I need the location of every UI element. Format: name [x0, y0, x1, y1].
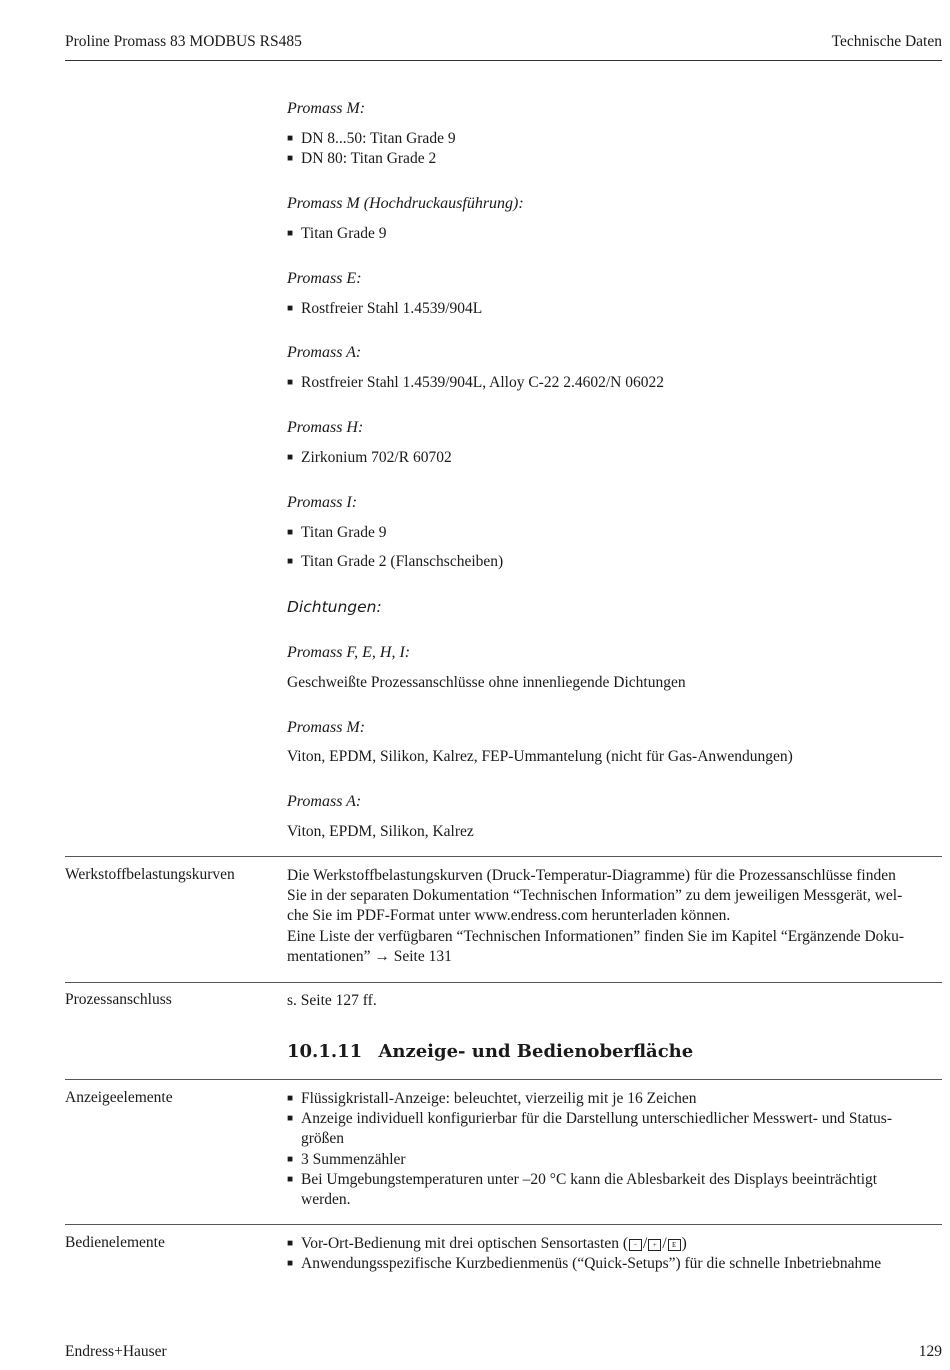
werkstoff-line: Die Werkstoffbelastungskurven (Druck-Temperatur-Diagramme) für die Prozessanschlüsse finden [287, 867, 896, 884]
list-item: ■ Titan Grade 9 [287, 224, 942, 244]
werkstoff-line: Eine Liste der verfügbaren “Technischen Informationen” finden Sie im Kapitel “Ergänzende Doku- [287, 928, 905, 945]
list-item: ■ DN 80: Titan Grade 2 [287, 149, 942, 169]
promass-i-heading: Promass I: [287, 494, 358, 511]
section-rule [65, 1079, 942, 1080]
bedien-item-text: Vor-Ort-Bedienung mit drei optischen Sensortasten ( [301, 1235, 628, 1252]
running-header-section: Technische Daten [831, 33, 942, 50]
seals-m-text: Viton, EPDM, Silikon, Kalrez, FEP-Ummantelung (nicht für Gas-Anwendungen) [287, 748, 793, 765]
promass-a-heading: Promass A: [287, 344, 362, 361]
list-item-continuation: größen [301, 1130, 345, 1147]
list-item: ■ Anwendungsspezifische Kurzbedienmenüs (“Quick-Setups”) für die schnelle Inbetriebnahme [287, 1254, 942, 1274]
werkstoff-line: Sie in der separaten Dokumentation “Technischen Information” zu dem jeweiligen Messgerät, wel- [287, 887, 903, 904]
section-title: Anzeige- und Bedienoberfläche [378, 1041, 694, 1062]
list-item: ■ Zirkonium 702/R 60702 [287, 448, 942, 468]
prozessanschluss-label: Prozessanschluss [65, 991, 172, 1008]
list-item: ■ Bei Umgebungstemperaturen unter –20 °C kann die Ablesbarkeit des Displays beeinträchtigt [287, 1170, 942, 1190]
list-item: ■ Vor-Ort-Bedienung mit drei optischen Sensortasten ( − / + / E ) [287, 1234, 942, 1254]
footer-company: Endress+Hauser [65, 1343, 167, 1360]
seals-a-heading: Promass A: [287, 793, 362, 810]
header-rule [65, 60, 942, 61]
list-item: ■ Titan Grade 9 [287, 523, 942, 543]
prozessanschluss-text: s. Seite 127 ff. [287, 992, 377, 1009]
list-item: ■ Rostfreier Stahl 1.4539/904L [287, 299, 942, 319]
seals-feh-heading: Promass F, E, H, I: [287, 644, 411, 661]
list-item: ■ Rostfreier Stahl 1.4539/904L, Alloy C-22 2.4602/N 06022 [287, 373, 942, 393]
list-item: ■ Titan Grade 2 (Flanschscheiben) [287, 552, 942, 572]
promass-e-heading: Promass E: [287, 270, 362, 287]
promass-h-heading: Promass H: [287, 419, 364, 436]
section-rule [65, 982, 942, 983]
running-header-title: Proline Promass 83 MODBUS RS485 [65, 33, 302, 50]
list-item: ■ Flüssigkristall-Anzeige: beleuchtet, vierzeilig mit je 16 Zeichen [287, 1089, 942, 1109]
seals-feh-text: Geschweißte Prozessanschlüsse ohne innenliegende Dichtungen [287, 674, 686, 691]
seals-a-text: Viton, EPDM, Silikon, Kalrez [287, 823, 474, 840]
bedien-item-suffix: ) [681, 1235, 687, 1252]
section-number: 10.1.11 [287, 1041, 363, 1062]
promass-m-heading: Promass M: [287, 100, 366, 117]
bedien-label: Bedienelemente [65, 1234, 165, 1251]
list-item: ■ Anzeige individuell konfigurierbar für die Darstellung unterschiedlicher Messwert- und Status- [287, 1109, 942, 1129]
minus-key-icon: − [629, 1239, 642, 1251]
werkstoff-page-link[interactable]: mentationen” → Seite 131 [287, 948, 452, 965]
list-item: ■ DN 8...50: Titan Grade 9 [287, 129, 942, 149]
section-heading [287, 1041, 693, 1062]
section-rule [65, 1224, 942, 1225]
list-item: ■ 3 Summenzähler [287, 1150, 942, 1170]
section-rule [65, 856, 942, 857]
list-item-continuation: werden. [301, 1191, 351, 1208]
page-number: 129 [918, 1343, 942, 1360]
promass-m-hd-heading: Promass M (Hochdruckausführung): [287, 195, 524, 212]
enter-key-icon: E [668, 1239, 681, 1251]
seals-heading: Dichtungen: [287, 598, 382, 616]
werkstoff-line: che Sie im PDF-Format unter www.endress.com herunterladen können. [287, 907, 731, 924]
plus-key-icon: + [648, 1239, 661, 1251]
anzeige-label: Anzeigeelemente [65, 1089, 173, 1106]
werkstoff-label: Werkstoffbelastungskurven [65, 866, 235, 883]
seals-m-heading: Promass M: [287, 719, 366, 736]
